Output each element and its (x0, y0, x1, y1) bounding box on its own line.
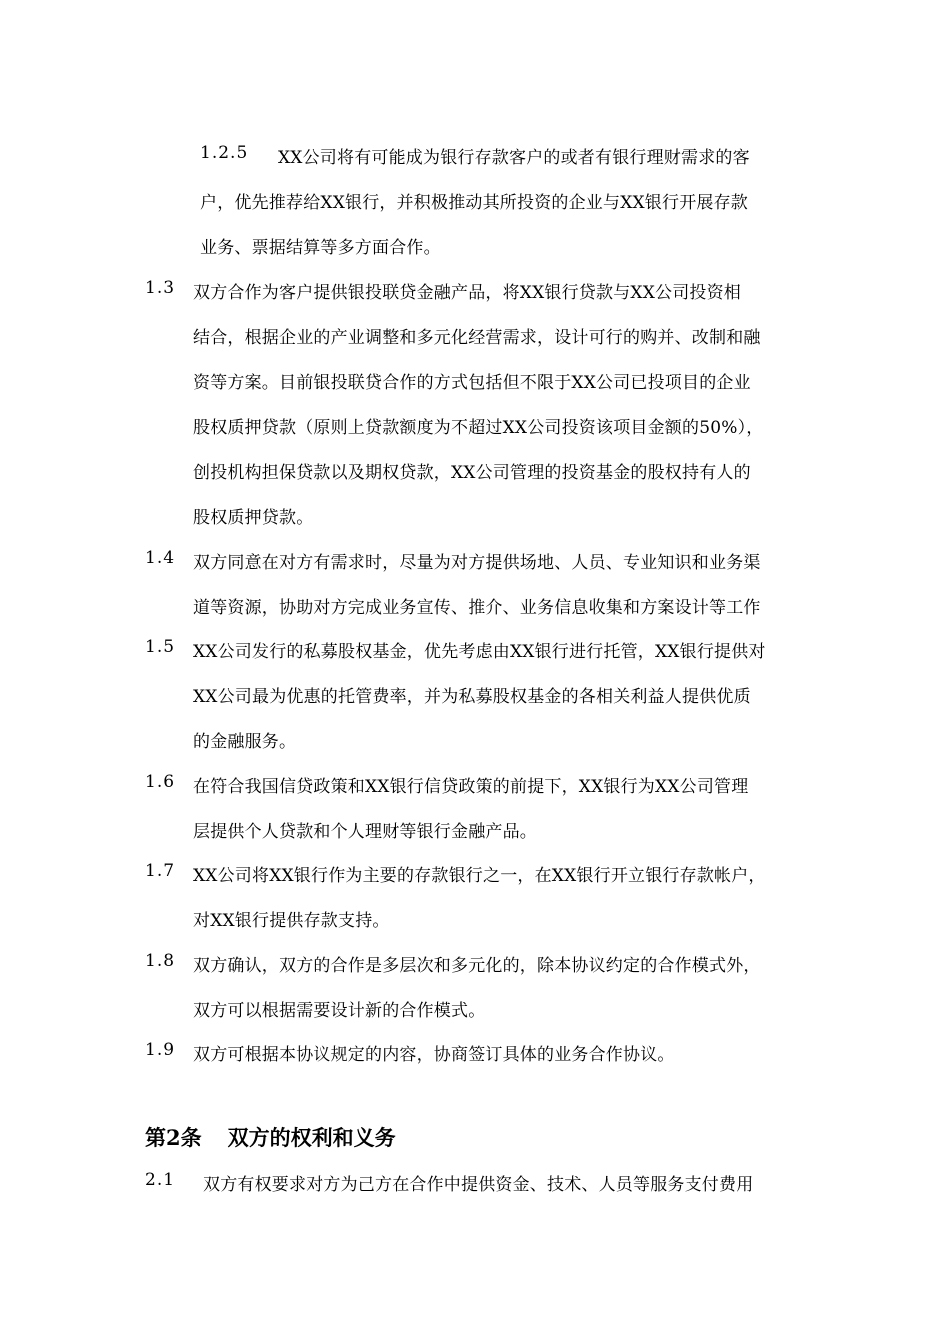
clause-text-line: XX公司最为优惠的托管费率，并为私募股权基金的各相关利益人提供优质 (193, 687, 751, 707)
clause-text-line: 在符合我国信贷政策和XX银行信贷政策的前提下，XX银行为XX公司管理 (193, 777, 749, 797)
clause-text-line: 股权质押贷款。 (193, 508, 314, 528)
clause-text-line: 双方可以根据需要设计新的合作模式。 (193, 1001, 486, 1021)
clause-text-line: XX公司发行的私募股权基金，优先考虑由XX银行进行托管，XX银行提供对 (193, 642, 766, 662)
clause-text-line: 道等资源，协助对方完成业务宣传、推介、业务信息收集和方案设计等工作 (193, 598, 761, 618)
clause-number: 1.3 (145, 278, 176, 298)
article-heading (145, 1122, 396, 1152)
clause-text-line: 层提供个人贷款和个人理财等银行金融产品。 (193, 822, 537, 842)
clause-number: 1.5 (145, 637, 176, 657)
clause-number: 1.6 (145, 772, 176, 792)
clause-text-line: 户，优先推荐给XX银行，并积极推动其所投资的企业与XX银行开展存款 (200, 193, 749, 213)
clause-number: 1.9 (145, 1040, 176, 1060)
clause-text-line: 双方确认，双方的合作是多层次和多元化的，除本协议约定的合作模式外， (193, 956, 761, 976)
article-title: 双方的权利和义务 (227, 1125, 396, 1150)
clause-number: 1.4 (145, 548, 176, 568)
clause-number: 1.7 (145, 861, 176, 881)
article-number: 第2条 (145, 1125, 202, 1150)
clause-text-line: XX公司将有可能成为银行存款客户的或者有银行理财需求的客 (278, 148, 750, 168)
clause-text-line: 业务、票据结算等多方面合作。 (200, 238, 441, 258)
clause-number: 1.8 (145, 951, 176, 971)
clause-text-line: 结合，根据企业的产业调整和多元化经营需求，设计可行的购并、改制和融 (193, 328, 761, 348)
clause-text-line: 股权质押贷款（原则上贷款额度为不超过XX公司投资该项目金额的50%）， (193, 418, 764, 438)
clause-text-line: 双方有权要求对方为己方在合作中提供资金、技术、人员等服务支付费用 (203, 1175, 754, 1195)
clause-text-line: 资等方案。目前银投联贷合作的方式包括但不限于XX公司已投项目的企业 (193, 373, 751, 393)
clause-number: 1.2.5 (200, 143, 249, 163)
clause-text-line: XX公司将XX银行作为主要的存款银行之一，在XX银行开立银行存款帐户， (193, 866, 766, 886)
clause-text-line: 的金融服务。 (193, 732, 297, 752)
clause-text-line: 双方同意在对方有需求时，尽量为对方提供场地、人员、专业知识和业务渠 (193, 553, 761, 573)
clause-text-line: 双方可根据本协议规定的内容，协商签订具体的业务合作协议。 (193, 1045, 675, 1065)
clause-text-line: 创投机构担保贷款以及期权贷款，XX公司管理的投资基金的股权持有人的 (193, 463, 751, 483)
clause-text-line: 对XX银行提供存款支持。 (193, 911, 390, 931)
clause-text-line: 双方合作为客户提供银投联贷金融产品，将XX银行贷款与XX公司投资相 (193, 283, 742, 303)
clause-number: 2.1 (145, 1170, 176, 1190)
